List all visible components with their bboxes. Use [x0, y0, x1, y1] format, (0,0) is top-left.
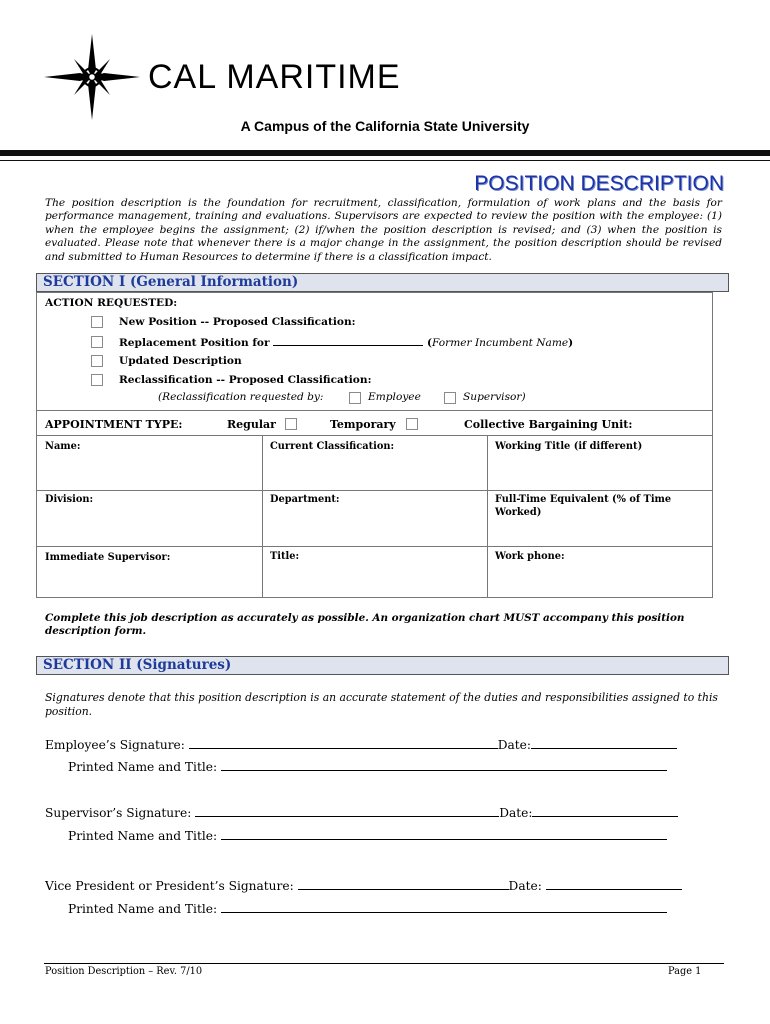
replacement-position-label: Replacement Position for [119, 337, 270, 349]
supervisor-signature-line[interactable] [195, 805, 499, 817]
logo-wordmark: CAL MARITIME [148, 58, 401, 96]
supervisor-signature-row [45, 805, 678, 820]
employee-signature-row [45, 737, 677, 752]
section-2-title: SECTION II (Signatures) [43, 657, 232, 673]
vp-signature-line[interactable] [298, 878, 509, 890]
section-2-header [36, 656, 729, 675]
title-field[interactable]: Title: [270, 551, 300, 562]
regular-checkbox[interactable] [285, 418, 297, 430]
vp-printed-row [68, 901, 667, 916]
compass-star-logo-icon [44, 34, 140, 120]
footer-page-number: Page 1 [668, 966, 702, 977]
section-1-header [36, 273, 729, 292]
cbu-label: Collective Bargaining Unit: [464, 418, 633, 431]
replacement-position-row [119, 336, 573, 349]
subtitle: A Campus of the California State University [240, 118, 530, 134]
reclassification-label: Reclassification -- Proposed Classification: [119, 374, 372, 386]
vp-date-line[interactable] [546, 878, 682, 890]
replacement-position-checkbox[interactable] [91, 336, 103, 348]
reclassification-checkbox[interactable] [91, 374, 103, 386]
date-label: Date: [508, 879, 542, 893]
instruction-note: Complete this job description as accurately as possible. An organization chart MUST accompany this position description form. [45, 612, 685, 637]
employee-signature-label: Employee’s Signature: [45, 738, 185, 752]
new-position-label: New Position -- Proposed Classification: [119, 316, 356, 328]
working-title-field[interactable]: Working Title (if different) [495, 441, 643, 452]
work-phone-field[interactable]: Work phone: [495, 551, 565, 562]
reclass-requested-by: (Reclassification requested by: [158, 391, 324, 403]
printed-name-label: Printed Name and Title: [68, 902, 218, 916]
reclass-employee-checkbox[interactable] [349, 392, 361, 404]
footer-rule [44, 963, 724, 964]
paren-open: ( [426, 337, 432, 349]
vp-printed-line[interactable] [221, 901, 667, 913]
grid-row-rule [36, 490, 713, 491]
section-1-title: SECTION I (General Information) [43, 274, 299, 290]
reclass-supervisor-label: Supervisor) [463, 391, 526, 403]
action-requested-label: ACTION REQUESTED: [45, 297, 178, 309]
vp-signature-row [45, 878, 682, 893]
fte-field[interactable]: Full-Time Equivalent (% of Time Worked) [495, 494, 672, 518]
signatures-intro: Signatures denote that this position description is an accurate statement of the duties and responsibilities assigned to this position. [45, 691, 718, 718]
name-field[interactable]: Name: [45, 441, 81, 452]
grid-row-rule [36, 546, 713, 547]
grid-col-rule [487, 435, 488, 598]
reclass-supervisor-checkbox[interactable] [444, 392, 456, 404]
date-label: Date: [497, 738, 531, 752]
updated-description-label: Updated Description [119, 355, 242, 367]
temporary-label: Temporary [330, 418, 396, 431]
current-classification-field[interactable]: Current Classification: [270, 441, 395, 452]
reclass-employee-label: Employee [368, 391, 421, 403]
temporary-checkbox[interactable] [406, 418, 418, 430]
employee-printed-line[interactable] [221, 759, 667, 771]
printed-name-label: Printed Name and Title: [68, 760, 218, 774]
new-position-checkbox[interactable] [91, 316, 103, 328]
supervisor-date-line[interactable] [532, 805, 678, 817]
employee-date-line[interactable] [531, 737, 677, 749]
replacement-name-field[interactable] [273, 336, 423, 346]
division-field[interactable]: Division: [45, 494, 94, 505]
printed-name-label: Printed Name and Title: [68, 829, 218, 843]
footer-revision: Position Description – Rev. 7/10 [45, 966, 203, 977]
employee-signature-line[interactable] [189, 737, 498, 749]
grid-col-rule [262, 435, 263, 598]
intro-paragraph: The position description is the foundation for recruitment, classification, formulation of work plans and the basis for performance management, training and evaluations. Supervisors are expected to review the position with the employee: (1) when the employee begins the assignment; (2) if/when the position description is revised; and (3) when the position is evaluated. Please note that whenever there is a major change in the assignment, the position description should be revised and submitted to Human Resources to determine if there is a classification impact. [45, 197, 722, 263]
department-field[interactable]: Department: [270, 494, 340, 505]
updated-description-checkbox[interactable] [91, 355, 103, 367]
vp-signature-label: Vice President or President’s Signature: [45, 879, 294, 893]
supervisor-printed-line[interactable] [221, 828, 667, 840]
grid-top-rule [36, 435, 713, 436]
document-title: POSITION DESCRIPTION [474, 172, 724, 195]
header-rule-thin [0, 160, 770, 161]
appointment-type-label: APPOINTMENT TYPE: [45, 418, 183, 431]
former-incumbent-label: Former Incumbent Name [432, 337, 569, 349]
supervisor-signature-label: Supervisor’s Signature: [45, 806, 192, 820]
supervisor-printed-row [68, 828, 667, 843]
header-rule [0, 150, 770, 156]
regular-label: Regular [227, 418, 276, 431]
paren-close: ) [568, 337, 574, 349]
immediate-supervisor-field[interactable]: Immediate Supervisor: [45, 552, 171, 563]
divider [36, 410, 713, 411]
employee-printed-row [68, 759, 667, 774]
date-label: Date: [499, 806, 533, 820]
